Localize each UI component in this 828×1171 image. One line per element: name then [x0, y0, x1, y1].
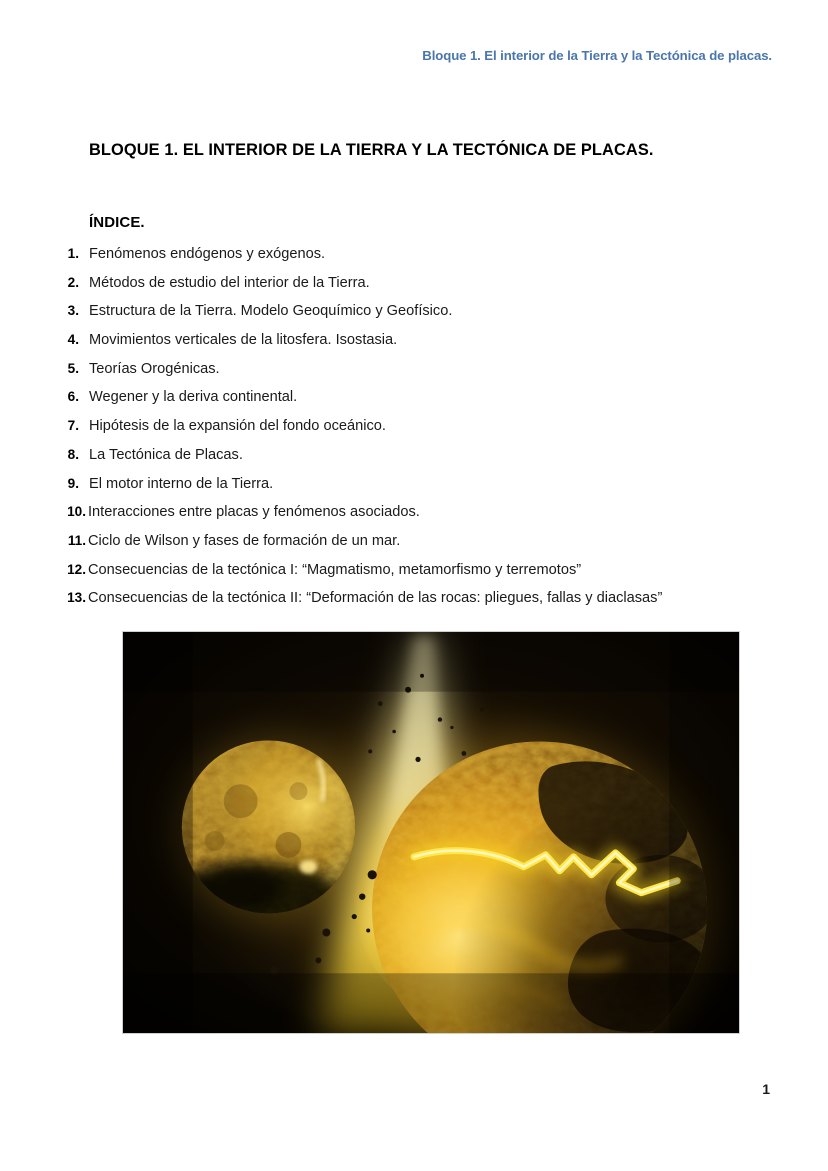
figure-container [122, 631, 740, 1034]
index-item-number: 10. [67, 504, 86, 520]
index-item-label: La Tectónica de Placas. [89, 446, 243, 463]
index-item [0, 498, 828, 527]
index-item-number: 12. [67, 561, 86, 577]
index-item [0, 240, 828, 269]
index-item-label: Interacciones entre placas y fenómenos asociados. [88, 504, 420, 521]
index-item-number: 7. [67, 418, 79, 434]
index-item-number: 11. [67, 532, 86, 548]
index-item [0, 326, 828, 355]
index-item-number: 9. [67, 475, 79, 491]
index-item-number: 1. [67, 246, 79, 261]
index-item-label: Movimientos verticales de la litosfera. Isostasia. [89, 332, 398, 349]
page-number: 1 [762, 1081, 770, 1097]
index-item-label: Teorías Orogénicas. [89, 360, 220, 377]
index-item-label: Estructura de la Tierra. Modelo Geoquímico y Geofísico. [89, 303, 453, 320]
index-item [0, 412, 828, 441]
index-item-label: Métodos de estudio del interior de la Tierra. [89, 274, 370, 291]
index-item-label: El motor interno de la Tierra. [89, 475, 274, 492]
index-item [0, 269, 828, 298]
planetary-collision-illustration [123, 632, 739, 1033]
index-item [0, 441, 828, 470]
index-item-number: 13. [67, 590, 86, 606]
index-item-label: Hipótesis de la expansión del fondo oceánico. [89, 418, 386, 435]
index-item-number: 5. [67, 360, 79, 376]
index-item-number: 8. [67, 446, 79, 462]
index-item [0, 556, 828, 585]
index-item [0, 297, 828, 326]
index-item-label: Wegener y la deriva continental. [89, 389, 298, 406]
planetary-collision-image [122, 631, 740, 1034]
index-item-label: Fenómenos endógenos y exógenos. [89, 246, 326, 262]
index-item [0, 527, 828, 556]
index-item [0, 383, 828, 412]
page-title: BLOQUE 1. EL INTERIOR DE LA TIERRA Y LA TECTÓNICA DE PLACAS. [89, 140, 654, 159]
index-list [0, 240, 828, 613]
index-item [0, 584, 828, 613]
index-item-number: 4. [67, 332, 79, 348]
index-item [0, 470, 828, 499]
index-item-number: 6. [67, 389, 79, 405]
index-item-number: 2. [67, 274, 79, 290]
index-item-label: Ciclo de Wilson y fases de formación de un mar. [88, 532, 401, 549]
index-heading: ÍNDICE. [89, 214, 145, 232]
index-item-label: Consecuencias de la tectónica I: “Magmatismo, metamorfismo y terremotos” [88, 561, 582, 578]
running-header: Bloque 1. El interior de la Tierra y la Tectónica de placas. [422, 48, 772, 63]
index-item [0, 355, 828, 384]
index-item-label: Consecuencias de la tectónica II: “Deformación de las rocas: pliegues, fallas y diaclasas” [88, 590, 663, 607]
index-item-number: 3. [67, 303, 79, 319]
